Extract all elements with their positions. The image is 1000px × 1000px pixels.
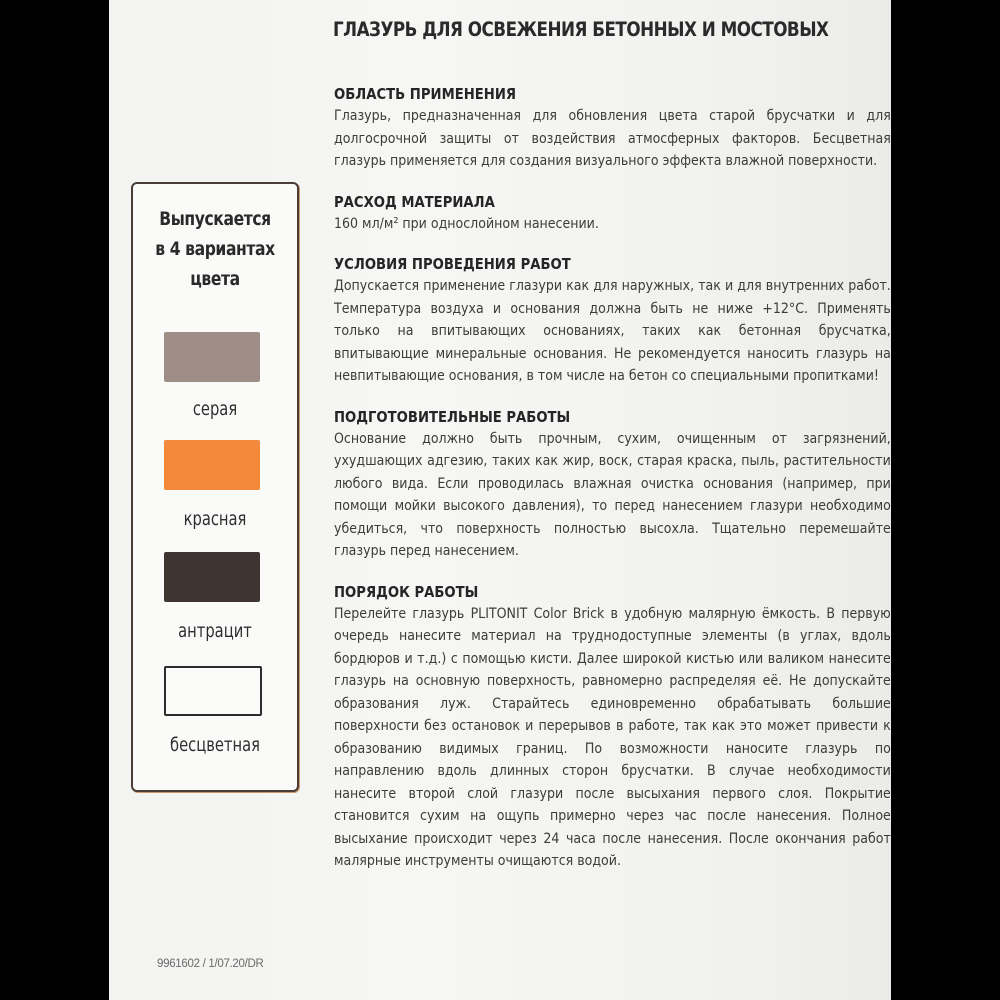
section-heading: УСЛОВИЯ ПРОВЕДЕНИЯ РАБОТ <box>334 255 571 273</box>
color-label-anthracite: антрацит <box>178 620 252 642</box>
color-label-grey: серая <box>192 398 238 420</box>
color-swatch-red <box>164 440 260 490</box>
color-variants-card <box>131 182 299 792</box>
color-card-heading-line: в 4 вариантах <box>155 238 275 260</box>
section-body: 160 мл/м² при однослойном нанесении. <box>334 214 599 232</box>
color-label-red: красная <box>183 508 247 530</box>
section-application <box>334 84 890 173</box>
section-body: Допускается применение глазури как для наружных, так и для внутренних работ. Температура воздуха и основания должна быть не ниже +12°С. Применять только на впитывающих основаниях, таких как бетонная брусчатка, впитывающие минеральные основания. Не рекомендуется наносить глазурь на невпитывающие основания, в том числе на бетон со специальными пропитками! <box>334 277 891 384</box>
section-conditions <box>334 254 890 388</box>
section-heading: ПОДГОТОВИТЕЛЬНЫЕ РАБОТЫ <box>334 407 571 426</box>
instructions <box>334 84 890 892</box>
color-card-heading-line: Выпускается <box>159 208 271 230</box>
label-page <box>109 0 891 1000</box>
section-body: Основание должно быть прочным, сухим, очищенным от загрязнений, ухудшающих адгезию, таких как жир, воск, старая краска, пыль, растительности любого вида. Если проводилась влажная очистка основания (например, при помощи мойки высокого давления), то перед нанесением глазури необходимо убедиться, что поверхность полностью высохла. Тщательно перемешайте глазурь перед нанесением. <box>334 429 891 559</box>
color-label-colorless: бесцветная <box>170 734 260 756</box>
section-heading: РАСХОД МАТЕРИАЛА <box>334 192 495 211</box>
section-body: Глазурь, предназначенная для обновления цвета старой брусчатки и для долгосрочной защиты от воздействия атмосферных факторов. Бесцветная глазурь применяется для создания визуального эффекта влажной поверхности. <box>334 107 891 169</box>
color-swatch-grey <box>164 332 260 382</box>
section-procedure <box>334 582 890 873</box>
section-body: Перелейте глазурь PLITONIT Color Brick в удобную малярную ёмкость. В первую очередь нанесите материал на труднодоступные элементы (в углах, вдоль бордюров и т.д.) с помощью кисти. Далее широкой кистью или валиком нанесите глазурь на основную поверхность, равномерно распределяя её. Не допускайте образования луж. Старайтесь единовременно обрабатывать большие поверхности без остановок и перерывов в работе, так как это может привести к образованию видимых границ. По возможности наносите глазурь по направлению вдоль длинных сторон брусчатки. В случае необходимости нанесите второй слой глазури после высыхания первого слоя. Покрытие становится сухим на ощупь примерно через час после нанесения. Полное высыхание происходит через 24 часа после нанесения. После окончания работ малярные инструменты очищаются водой. <box>334 604 891 869</box>
section-consumption <box>334 192 890 236</box>
color-card-heading-line: цвета <box>190 268 240 290</box>
color-swatch-colorless <box>164 666 262 716</box>
section-heading: ОБЛАСТЬ ПРИМЕНЕНИЯ <box>334 85 517 103</box>
page-title: ГЛАЗУРЬ ДЛЯ ОСВЕЖЕНИЯ БЕТОННЫХ И МОСТОВЫХ <box>333 18 829 41</box>
batch-code: 9961602 / 1/07.20/DR <box>157 958 264 970</box>
section-heading: ПОРЯДОК РАБОТЫ <box>334 582 479 601</box>
color-swatch-anthracite <box>164 552 260 602</box>
color-card-heading <box>133 204 297 294</box>
section-preparation <box>334 407 890 563</box>
